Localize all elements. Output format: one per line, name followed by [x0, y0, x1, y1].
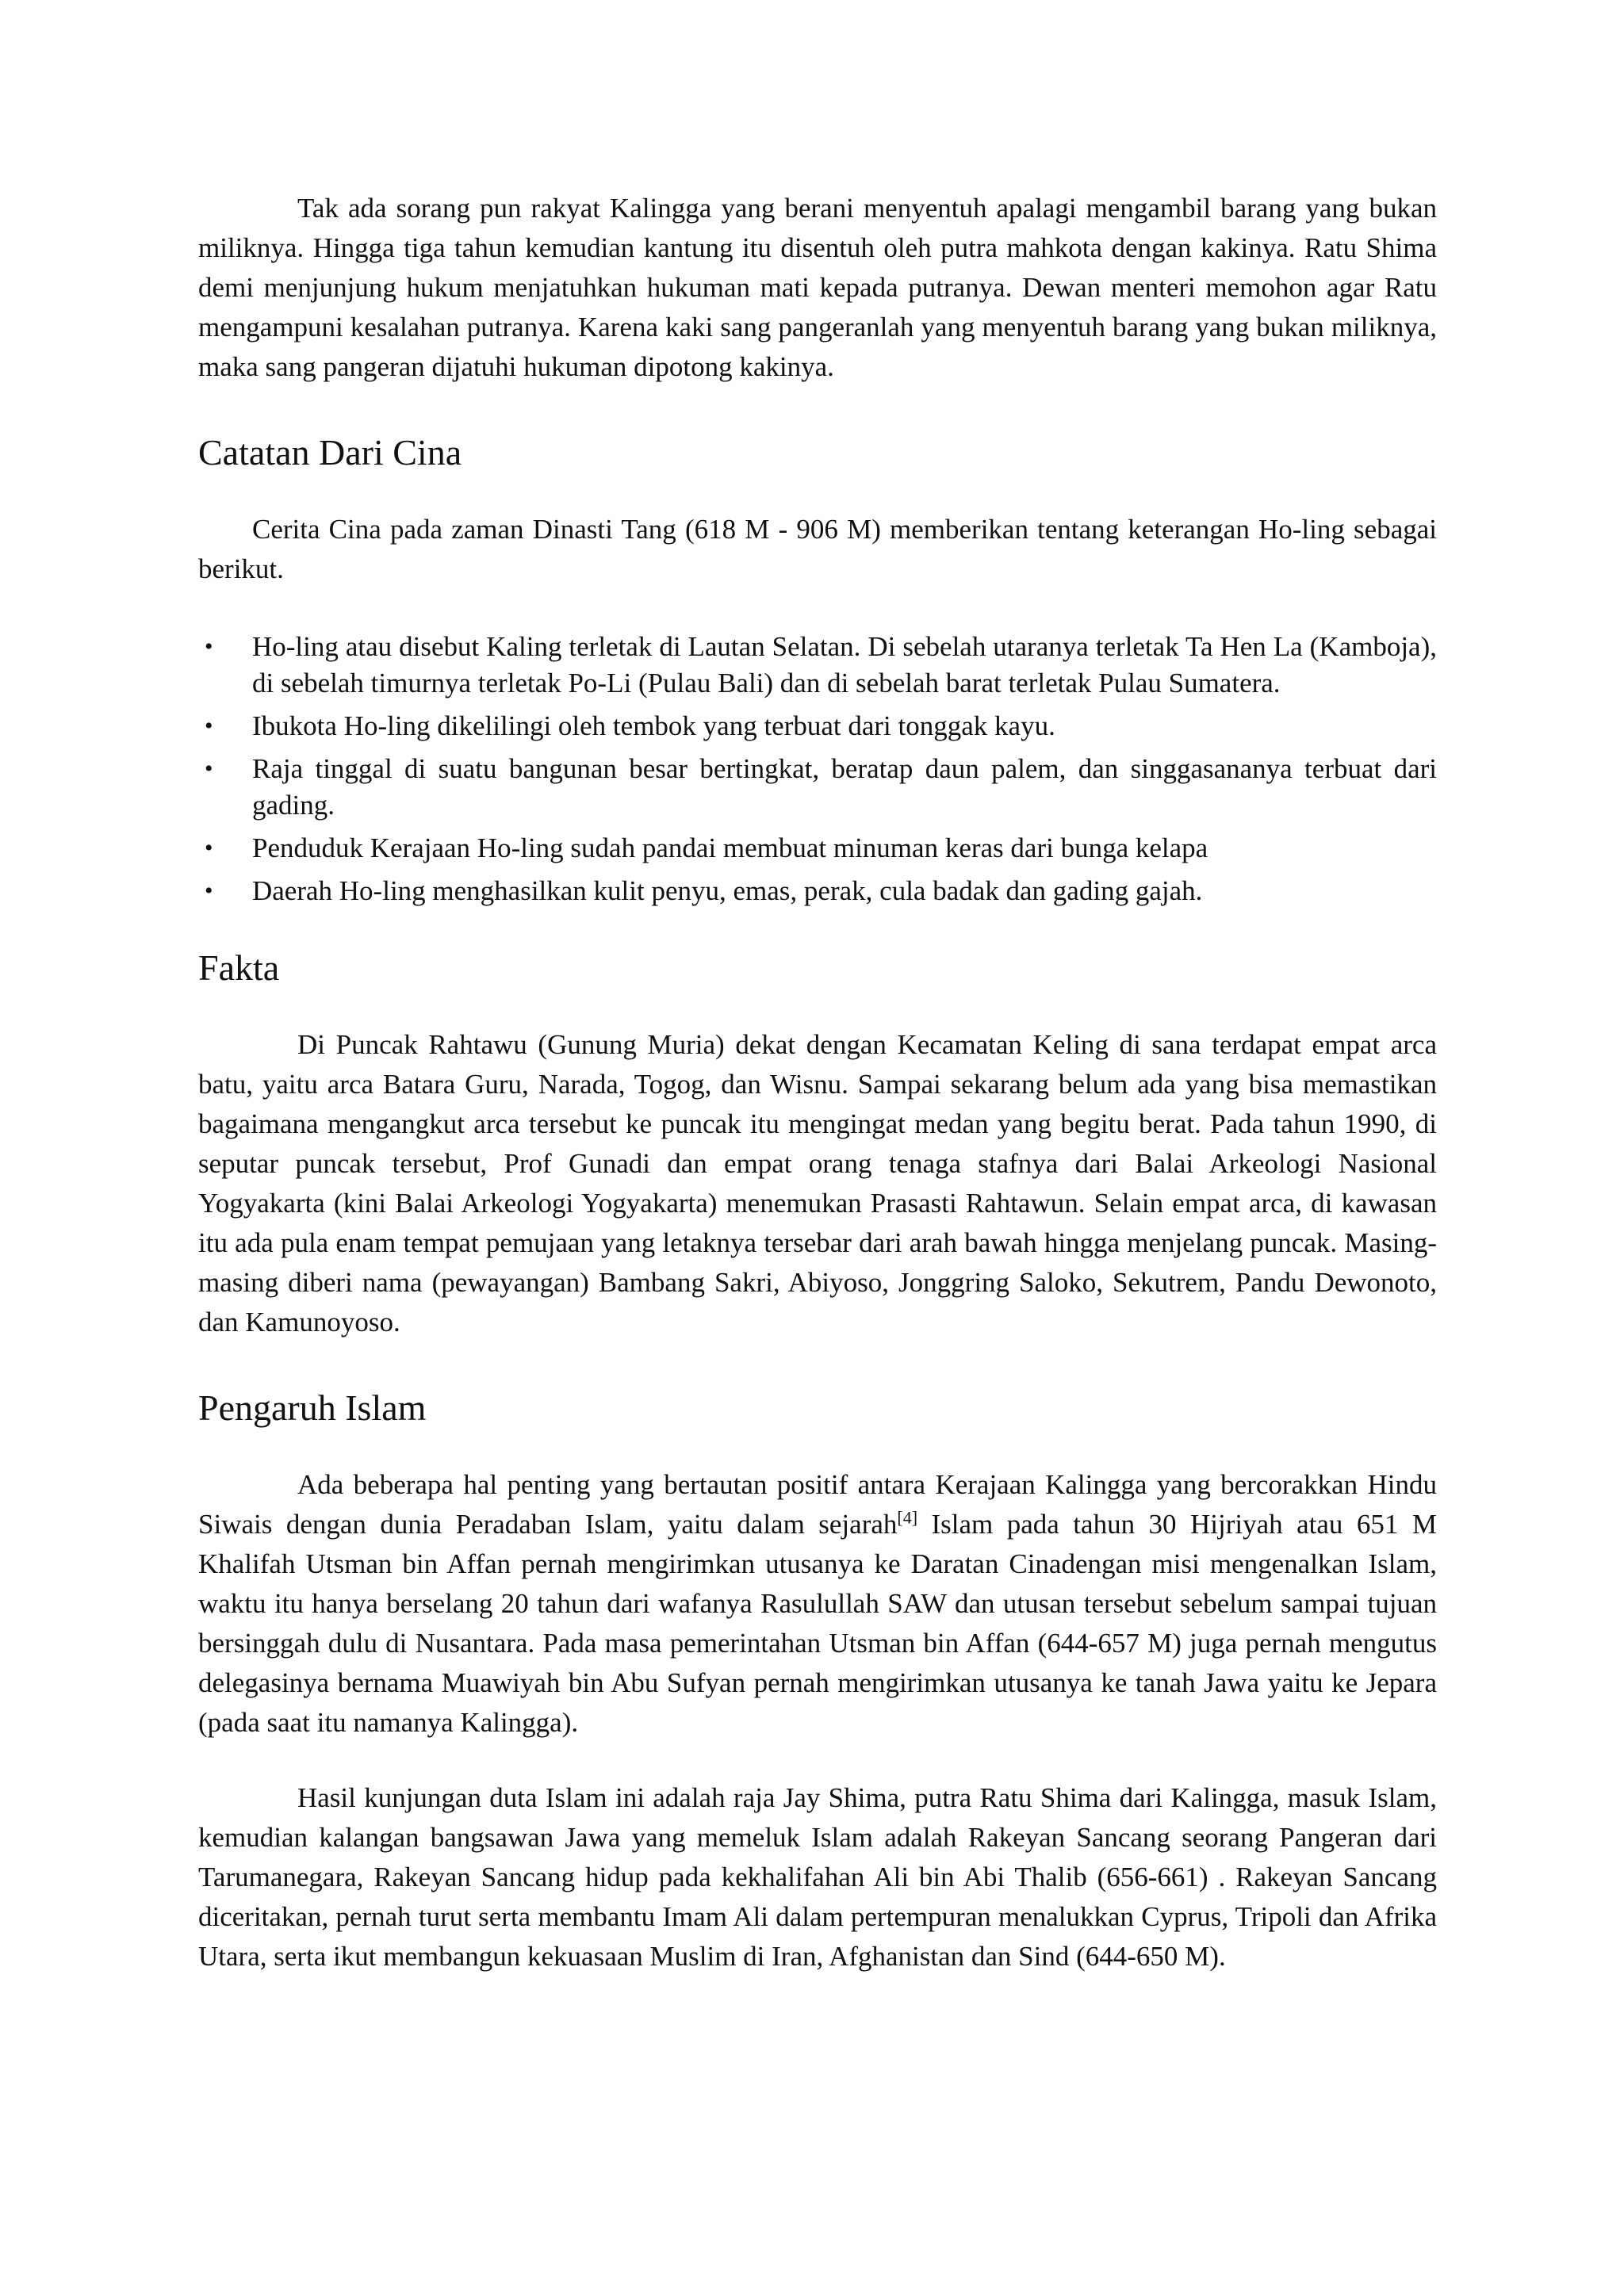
heading-catatan-dari-cina: Catatan Dari Cina	[198, 432, 462, 473]
bullet-icon: •	[205, 713, 213, 739]
list-item: • Daerah Ho-ling menghasilkan kulit penyu, emas, perak, cula badak dan gading gajah.	[198, 873, 1437, 909]
bullet-icon: •	[205, 878, 213, 904]
footnote-reference[interactable]: [4]	[897, 1507, 918, 1528]
paragraph-pengaruh-islam: Ada beberapa hal penting yang bertautan positif antara Kerajaan Kalingga yang bercorakkan Hindu Siwais dengan dunia Peradaban Islam, yaitu dalam sejarah[4] Islam pada tahun 30 Hijriyah atau 651 M Khalifah Utsman bin Affan pernah mengirimkan utusanya ke Daratan Cinadengan misi mengenalkan Islam, waktu itu hanya berselang 20 tahun dari wafanya Rasulullah SAW dan utusan tersebut sebelum sampai tujuan bersinggah dulu di Nusantara. Pada masa pemerintahan Utsman bin Affan (644-657 M) juga pernah mengutus delegasinya bernama Muawiyah bin Abu Sufyan pernah mengirimkan utusanya ke tanah Jawa yaitu ke Jepara (pada saat itu namanya Kalingga).	[198, 1469, 1438, 1738]
heading-pengaruh-islam: Pengaruh Islam	[198, 1387, 427, 1428]
bullet-icon: •	[205, 633, 213, 660]
list-item: • Penduduk Kerajaan Ho-ling sudah pandai membuat minuman keras dari bunga kelapa	[198, 830, 1437, 867]
bullet-icon: •	[205, 756, 213, 782]
bullet-icon: •	[205, 835, 213, 861]
heading-fakta: Fakta	[198, 947, 280, 988]
paragraph-fakta: Di Puncak Rahtawu (Gunung Muria) dekat dengan Kecamatan Keling di sana terdapat empat arca batu, yaitu arca Batara Guru, Narada, Togog, dan Wisnu. Sampai sekarang belum ada yang bisa memastikan bagaimana mengangkut arca tersebut ke puncak itu mengingat medan yang begitu berat. Pada tahun 1990, di seputar puncak tersebut, Prof Gunadi dan empat orang tenaga stafnya dari Balai Arkeologi Nasional Yogyakarta (kini Balai Arkeologi Yogyakarta) menemukan Prasasti Rahtawun. Selain empat arca, di kawasan itu ada pula enam tempat pemujaan yang letaknya tersebar dari arah bawah hingga menjelang puncak. Masing-masing diberi nama (pewayangan) Bambang Sakri, Abiyoso, Jonggring Saloko, Sekutrem, Pandu Dewonoto, dan Kamunoyoso.	[198, 1029, 1437, 1337]
document-page	[198, 189, 1437, 1976]
list-item: • Ibukota Ho-ling dikelilingi oleh tembok yang terbuat dari tonggak kayu.	[198, 708, 1437, 744]
paragraph-cerita-cina: Cerita Cina pada zaman Dinasti Tang (618 M - 906 M) memberikan tentang keterangan Ho-ling sebagai berikut.	[198, 514, 1437, 584]
list-item: • Ho-ling atau disebut Kaling terletak di Lautan Selatan. Di sebelah utaranya terletak Ta Hen La (Kamboja), di sebelah timurnya terletak Po-Li (Pulau Bali) dan di sebelah barat terletak Pulau Sumatera.	[198, 629, 1437, 702]
paragraph-hukuman: Tak ada sorang pun rakyat Kalingga yang berani menyentuh apalagi mengambil barang yang bukan miliknya. Hingga tiga tahun kemudian kantung itu disentuh oleh putra mahkota dengan kakinya. Ratu Shima demi menjunjung hukum menjatuhkan hukuman mati kepada putranya. Dewan menteri memohon agar Ratu mengampuni kesalahan putranya. Karena kaki sang pangeranlah yang menyentuh barang yang bukan miliknya, maka sang pangeran dijatuhi hukuman dipotong kakinya.	[198, 193, 1437, 382]
paragraph-kunjungan-duta: Hasil kunjungan duta Islam ini adalah raja Jay Shima, putra Ratu Shima dari Kalingga, masuk Islam, kemudian kalangan bangsawan Jawa yang memeluk Islam adalah Rakeyan Sancang seorang Pangeran dari Tarumanegara, Rakeyan Sancang hidup pada kekhalifahan Ali bin Abi Thalib (656-661) . Rakeyan Sancang diceritakan, pernah turut serta membantu Imam Ali dalam pertempuran menalukkan Cyprus, Tripoli dan Afrika Utara, serta ikut membangun kekuasaan Muslim di Iran, Afghanistan dan Sind (644-650 M).	[198, 1782, 1437, 1972]
bullet-list-holing	[198, 629, 1437, 909]
list-item: • Raja tinggal di suatu bangunan besar bertingkat, beratap daun palem, dan singgasananya terbuat dari gading.	[198, 751, 1437, 824]
